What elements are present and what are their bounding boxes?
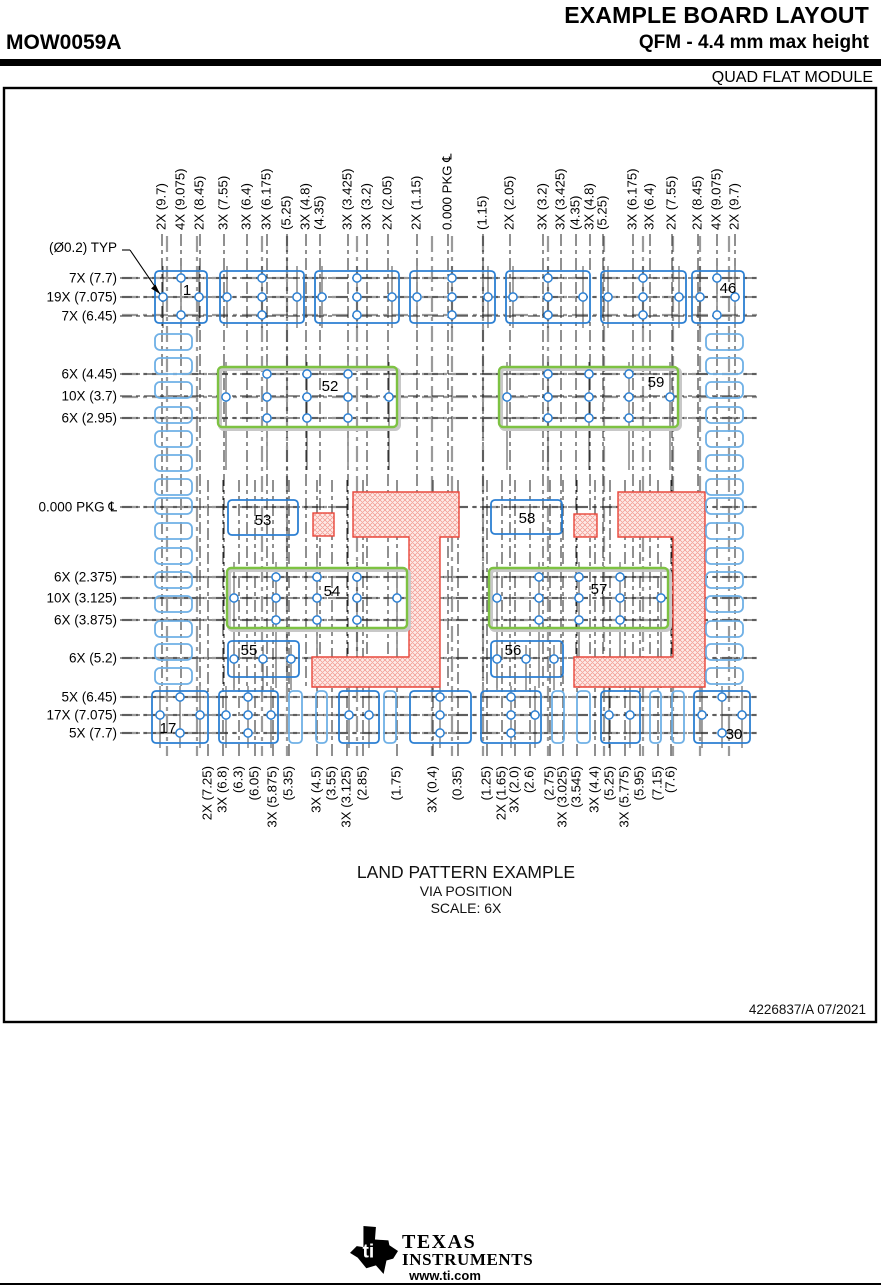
dimension-labels bbox=[39, 153, 742, 828]
via bbox=[388, 293, 396, 301]
via bbox=[318, 293, 326, 301]
via bbox=[222, 711, 230, 719]
pin-number: 56 bbox=[504, 641, 522, 659]
dimension-label-top: 3X (3.2) bbox=[358, 183, 374, 230]
via bbox=[263, 414, 271, 422]
via bbox=[625, 414, 633, 422]
via bbox=[436, 729, 444, 737]
via bbox=[230, 594, 238, 602]
side-pad bbox=[155, 548, 192, 564]
via bbox=[738, 711, 746, 719]
via-typ-note: (Ø0.2) TYP bbox=[48, 240, 117, 255]
page-title: EXAMPLE BOARD LAYOUT bbox=[564, 2, 869, 28]
copper-hatch-square bbox=[574, 514, 597, 537]
via bbox=[353, 293, 361, 301]
dimension-label-bottom: 3X (4.4) bbox=[586, 766, 602, 813]
dimension-label-bottom: 3X (3.125) bbox=[338, 766, 354, 828]
via bbox=[575, 616, 583, 624]
dimension-label-bottom: 3X (4.5) bbox=[308, 766, 324, 813]
via bbox=[616, 573, 624, 581]
caption-subtitle: VIA POSITION bbox=[419, 883, 513, 899]
dimension-label-bottom: 3X (6.8) bbox=[214, 766, 230, 813]
dimension-label-left: 6X (3.875) bbox=[53, 612, 117, 628]
dimension-label-left: 19X (7.075) bbox=[46, 289, 117, 305]
via bbox=[223, 293, 231, 301]
via bbox=[258, 274, 266, 282]
via bbox=[448, 311, 456, 319]
via bbox=[713, 311, 721, 319]
side-pad bbox=[706, 523, 743, 539]
side-pad bbox=[706, 334, 743, 350]
via bbox=[522, 655, 530, 663]
via bbox=[436, 711, 444, 719]
dimension-label-left: 6X (5.2) bbox=[68, 650, 117, 666]
dimension-label-bottom: 3X (2.0) bbox=[506, 766, 522, 813]
land-pad-narrow bbox=[289, 691, 302, 743]
via bbox=[263, 393, 271, 401]
dimension-label-top: 3X (4.8) bbox=[297, 183, 313, 230]
dimension-label-bottom: (3.545) bbox=[568, 766, 584, 808]
dimension-label-top: (4.35) bbox=[311, 195, 327, 230]
dimension-label-top: 3X (7.55) bbox=[215, 175, 231, 230]
side-pad bbox=[706, 668, 743, 684]
pin-number: 58 bbox=[518, 509, 536, 527]
via bbox=[287, 655, 295, 663]
via bbox=[385, 393, 393, 401]
side-pad bbox=[155, 572, 192, 588]
via bbox=[657, 594, 665, 602]
dimension-label-bottom: (0.35) bbox=[449, 766, 465, 801]
via bbox=[544, 370, 552, 378]
dimension-label-left: 6X (2.375) bbox=[53, 569, 117, 585]
page-bottom-rule bbox=[0, 1283, 881, 1285]
dimension-label-top: 3X (4.8) bbox=[581, 183, 597, 230]
pin-number: 54 bbox=[323, 582, 341, 600]
side-pad bbox=[155, 407, 192, 423]
side-pad bbox=[706, 621, 743, 637]
ti-logo-icon bbox=[350, 1226, 398, 1274]
pin-number: 1 bbox=[182, 281, 192, 299]
side-pad bbox=[706, 455, 743, 471]
package-subtitle: QFM - 4.4 mm max height bbox=[638, 32, 869, 53]
dimension-label-top: 3X (3.425) bbox=[552, 168, 568, 230]
via bbox=[176, 693, 184, 701]
package-type: QUAD FLAT MODULE bbox=[711, 69, 873, 86]
via bbox=[535, 594, 543, 602]
via bbox=[436, 693, 444, 701]
side-pad bbox=[706, 479, 743, 495]
via bbox=[507, 711, 515, 719]
via bbox=[666, 393, 674, 401]
side-pad bbox=[706, 358, 743, 374]
dimension-label-bottom: (1.75) bbox=[388, 766, 404, 801]
dimension-label-left: 10X (3.125) bbox=[46, 590, 117, 606]
side-pad bbox=[155, 455, 192, 471]
dimension-label-bottom: 2X (1.65) bbox=[493, 766, 509, 821]
side-pad bbox=[706, 407, 743, 423]
via bbox=[159, 293, 167, 301]
dimension-label-left: 6X (2.95) bbox=[61, 410, 117, 426]
dimension-label-left: 0.000 PKG ℄ bbox=[38, 499, 117, 515]
caption-title: LAND PATTERN EXAMPLE bbox=[356, 862, 576, 882]
side-pad bbox=[155, 668, 192, 684]
via bbox=[579, 293, 587, 301]
dimension-label-top: (5.25) bbox=[594, 195, 610, 230]
dimension-label-left: 5X (7.7) bbox=[68, 725, 117, 741]
side-pad bbox=[706, 548, 743, 564]
via bbox=[244, 711, 252, 719]
via bbox=[303, 393, 311, 401]
pin-number: 59 bbox=[647, 373, 665, 391]
dimension-label-top: 0.000 PKG ℄ bbox=[439, 153, 455, 230]
svg-text:ti: ti bbox=[362, 1241, 375, 1263]
via bbox=[616, 616, 624, 624]
via bbox=[625, 370, 633, 378]
dimension-label-bottom: (7.6) bbox=[662, 766, 678, 794]
dimension-label-bottom: (2.85) bbox=[354, 766, 370, 801]
via bbox=[718, 693, 726, 701]
via bbox=[177, 311, 185, 319]
dimension-label-bottom: (2.6) bbox=[521, 766, 537, 794]
land-pad-narrow bbox=[650, 691, 661, 743]
via bbox=[272, 594, 280, 602]
via bbox=[230, 655, 238, 663]
via bbox=[575, 594, 583, 602]
side-pad bbox=[155, 431, 192, 447]
dimension-label-bottom: (6.3) bbox=[230, 766, 246, 794]
via bbox=[509, 293, 517, 301]
via bbox=[544, 311, 552, 319]
via bbox=[353, 616, 361, 624]
ti-website: www.ti.com bbox=[409, 1268, 481, 1283]
via bbox=[544, 293, 552, 301]
drawing-revision: 4226837/A 07/2021 bbox=[748, 1002, 866, 1017]
dimension-label-bottom: 3X (5.775) bbox=[616, 766, 632, 828]
via bbox=[575, 573, 583, 581]
dimension-label-bottom: (6.05) bbox=[246, 766, 262, 801]
via bbox=[272, 573, 280, 581]
dimension-label-bottom: 2X (7.25) bbox=[199, 766, 215, 821]
via bbox=[244, 693, 252, 701]
dimension-label-bottom: (3.55) bbox=[323, 766, 339, 801]
via bbox=[244, 729, 252, 737]
caption-scale: SCALE: 6X bbox=[430, 900, 502, 916]
dimension-label-top: 3X (3.2) bbox=[534, 183, 550, 230]
via bbox=[507, 693, 515, 701]
dimension-label-bottom: (5.25) bbox=[601, 766, 617, 801]
land-pad-narrow bbox=[316, 691, 327, 743]
via bbox=[507, 729, 515, 737]
side-pad bbox=[706, 431, 743, 447]
via bbox=[544, 414, 552, 422]
via bbox=[344, 414, 352, 422]
via bbox=[585, 370, 593, 378]
dimension-label-top: 3X (6.4) bbox=[238, 183, 254, 230]
via bbox=[272, 616, 280, 624]
via bbox=[313, 616, 321, 624]
land-pad-narrow bbox=[552, 691, 564, 743]
via bbox=[535, 616, 543, 624]
via bbox=[365, 711, 373, 719]
ti-brand-line2: INSTRUMENTS bbox=[402, 1250, 534, 1269]
via bbox=[393, 594, 401, 602]
side-pad bbox=[706, 572, 743, 588]
dimension-label-bottom: 3X (5.875) bbox=[264, 766, 280, 828]
via bbox=[293, 293, 301, 301]
via bbox=[353, 594, 361, 602]
via bbox=[625, 393, 633, 401]
pin-number: 53 bbox=[254, 511, 272, 529]
pin-number: 52 bbox=[321, 377, 339, 395]
dimension-label-top: 3X (6.175) bbox=[258, 168, 274, 230]
dimension-label-bottom: (2.75) bbox=[541, 766, 557, 801]
dimension-label-bottom: (7.15) bbox=[649, 766, 665, 801]
via bbox=[585, 393, 593, 401]
dimension-label-top: 2X (8.45) bbox=[191, 175, 207, 230]
pin-number: 46 bbox=[719, 279, 737, 297]
via bbox=[344, 393, 352, 401]
copper-hatch-square bbox=[313, 513, 334, 536]
dimension-label-bottom: (5.35) bbox=[280, 766, 296, 801]
dimension-label-left: 10X (3.7) bbox=[61, 388, 117, 404]
dimension-label-top: (5.25) bbox=[278, 195, 294, 230]
side-pad bbox=[155, 523, 192, 539]
via bbox=[484, 293, 492, 301]
pin-number: 55 bbox=[240, 641, 258, 659]
via bbox=[313, 573, 321, 581]
via bbox=[493, 594, 501, 602]
dimension-label-top: 3X (6.4) bbox=[641, 183, 657, 230]
via bbox=[639, 293, 647, 301]
dimension-label-left: 6X (4.45) bbox=[61, 366, 117, 382]
pin-number: 57 bbox=[590, 580, 608, 598]
via bbox=[413, 293, 421, 301]
via bbox=[258, 311, 266, 319]
via bbox=[448, 293, 456, 301]
dimension-label-bottom: (5.95) bbox=[631, 766, 647, 801]
via bbox=[639, 311, 647, 319]
via bbox=[195, 293, 203, 301]
via bbox=[535, 573, 543, 581]
dimension-label-top: 2X (2.05) bbox=[379, 175, 395, 230]
via bbox=[353, 274, 361, 282]
via-typ-callout bbox=[49, 240, 160, 294]
via bbox=[544, 274, 552, 282]
via bbox=[605, 711, 613, 719]
dimension-label-left: 5X (6.45) bbox=[61, 689, 117, 705]
land-pad-narrow bbox=[384, 691, 396, 743]
via bbox=[344, 370, 352, 378]
via bbox=[267, 711, 275, 719]
via bbox=[503, 393, 511, 401]
via bbox=[544, 393, 552, 401]
dimension-label-bottom: 3X (0.4) bbox=[424, 766, 440, 813]
dimension-label-top: 2X (1.15) bbox=[408, 175, 424, 230]
dimension-label-left: 7X (6.45) bbox=[61, 308, 117, 324]
dimension-label-bottom: (1.25) bbox=[478, 766, 494, 801]
via bbox=[303, 370, 311, 378]
dimension-label-top: 2X (8.45) bbox=[689, 175, 705, 230]
dimension-label-top: 4X (9.075) bbox=[172, 168, 188, 230]
via bbox=[550, 655, 558, 663]
via bbox=[531, 711, 539, 719]
dimension-label-top: (4.35) bbox=[567, 195, 583, 230]
via bbox=[353, 573, 361, 581]
document-number: MOW0059A bbox=[6, 31, 122, 54]
dimension-label-top: 2X (7.55) bbox=[663, 175, 679, 230]
via bbox=[258, 293, 266, 301]
via bbox=[313, 594, 321, 602]
dimension-label-bottom: 3X (3.025) bbox=[554, 766, 570, 828]
via bbox=[626, 711, 634, 719]
dimension-label-top: 4X (9.075) bbox=[708, 168, 724, 230]
side-pad bbox=[155, 479, 192, 495]
land-pad-narrow bbox=[577, 691, 590, 743]
via bbox=[675, 293, 683, 301]
via bbox=[448, 274, 456, 282]
via bbox=[345, 711, 353, 719]
pin-number: 17 bbox=[159, 719, 177, 737]
dimension-label-left: 7X (7.7) bbox=[68, 270, 117, 286]
via bbox=[698, 711, 706, 719]
side-pad bbox=[155, 334, 192, 350]
dimension-label-left: 17X (7.075) bbox=[46, 707, 117, 723]
via bbox=[196, 711, 204, 719]
dimension-label-top: 3X (3.425) bbox=[339, 168, 355, 230]
pin-number: 30 bbox=[725, 725, 743, 743]
via bbox=[156, 711, 164, 719]
side-pad bbox=[155, 621, 192, 637]
via bbox=[303, 414, 311, 422]
via bbox=[696, 293, 704, 301]
dimension-label-top: 2X (9.7) bbox=[726, 183, 742, 230]
dimension-label-top: 2X (9.7) bbox=[153, 183, 169, 230]
via bbox=[222, 393, 230, 401]
via bbox=[176, 729, 184, 737]
via bbox=[353, 311, 361, 319]
via bbox=[493, 655, 501, 663]
dimension-label-top: 2X (2.05) bbox=[501, 175, 517, 230]
via bbox=[177, 274, 185, 282]
via bbox=[604, 293, 612, 301]
via bbox=[639, 274, 647, 282]
dimension-label-top: (1.15) bbox=[474, 195, 490, 230]
ti-brand-line1: TEXAS bbox=[402, 1231, 477, 1253]
dimension-label-top: 3X (6.175) bbox=[624, 168, 640, 230]
via bbox=[263, 370, 271, 378]
via bbox=[616, 594, 624, 602]
via bbox=[585, 414, 593, 422]
via bbox=[259, 655, 267, 663]
side-pad bbox=[155, 358, 192, 374]
